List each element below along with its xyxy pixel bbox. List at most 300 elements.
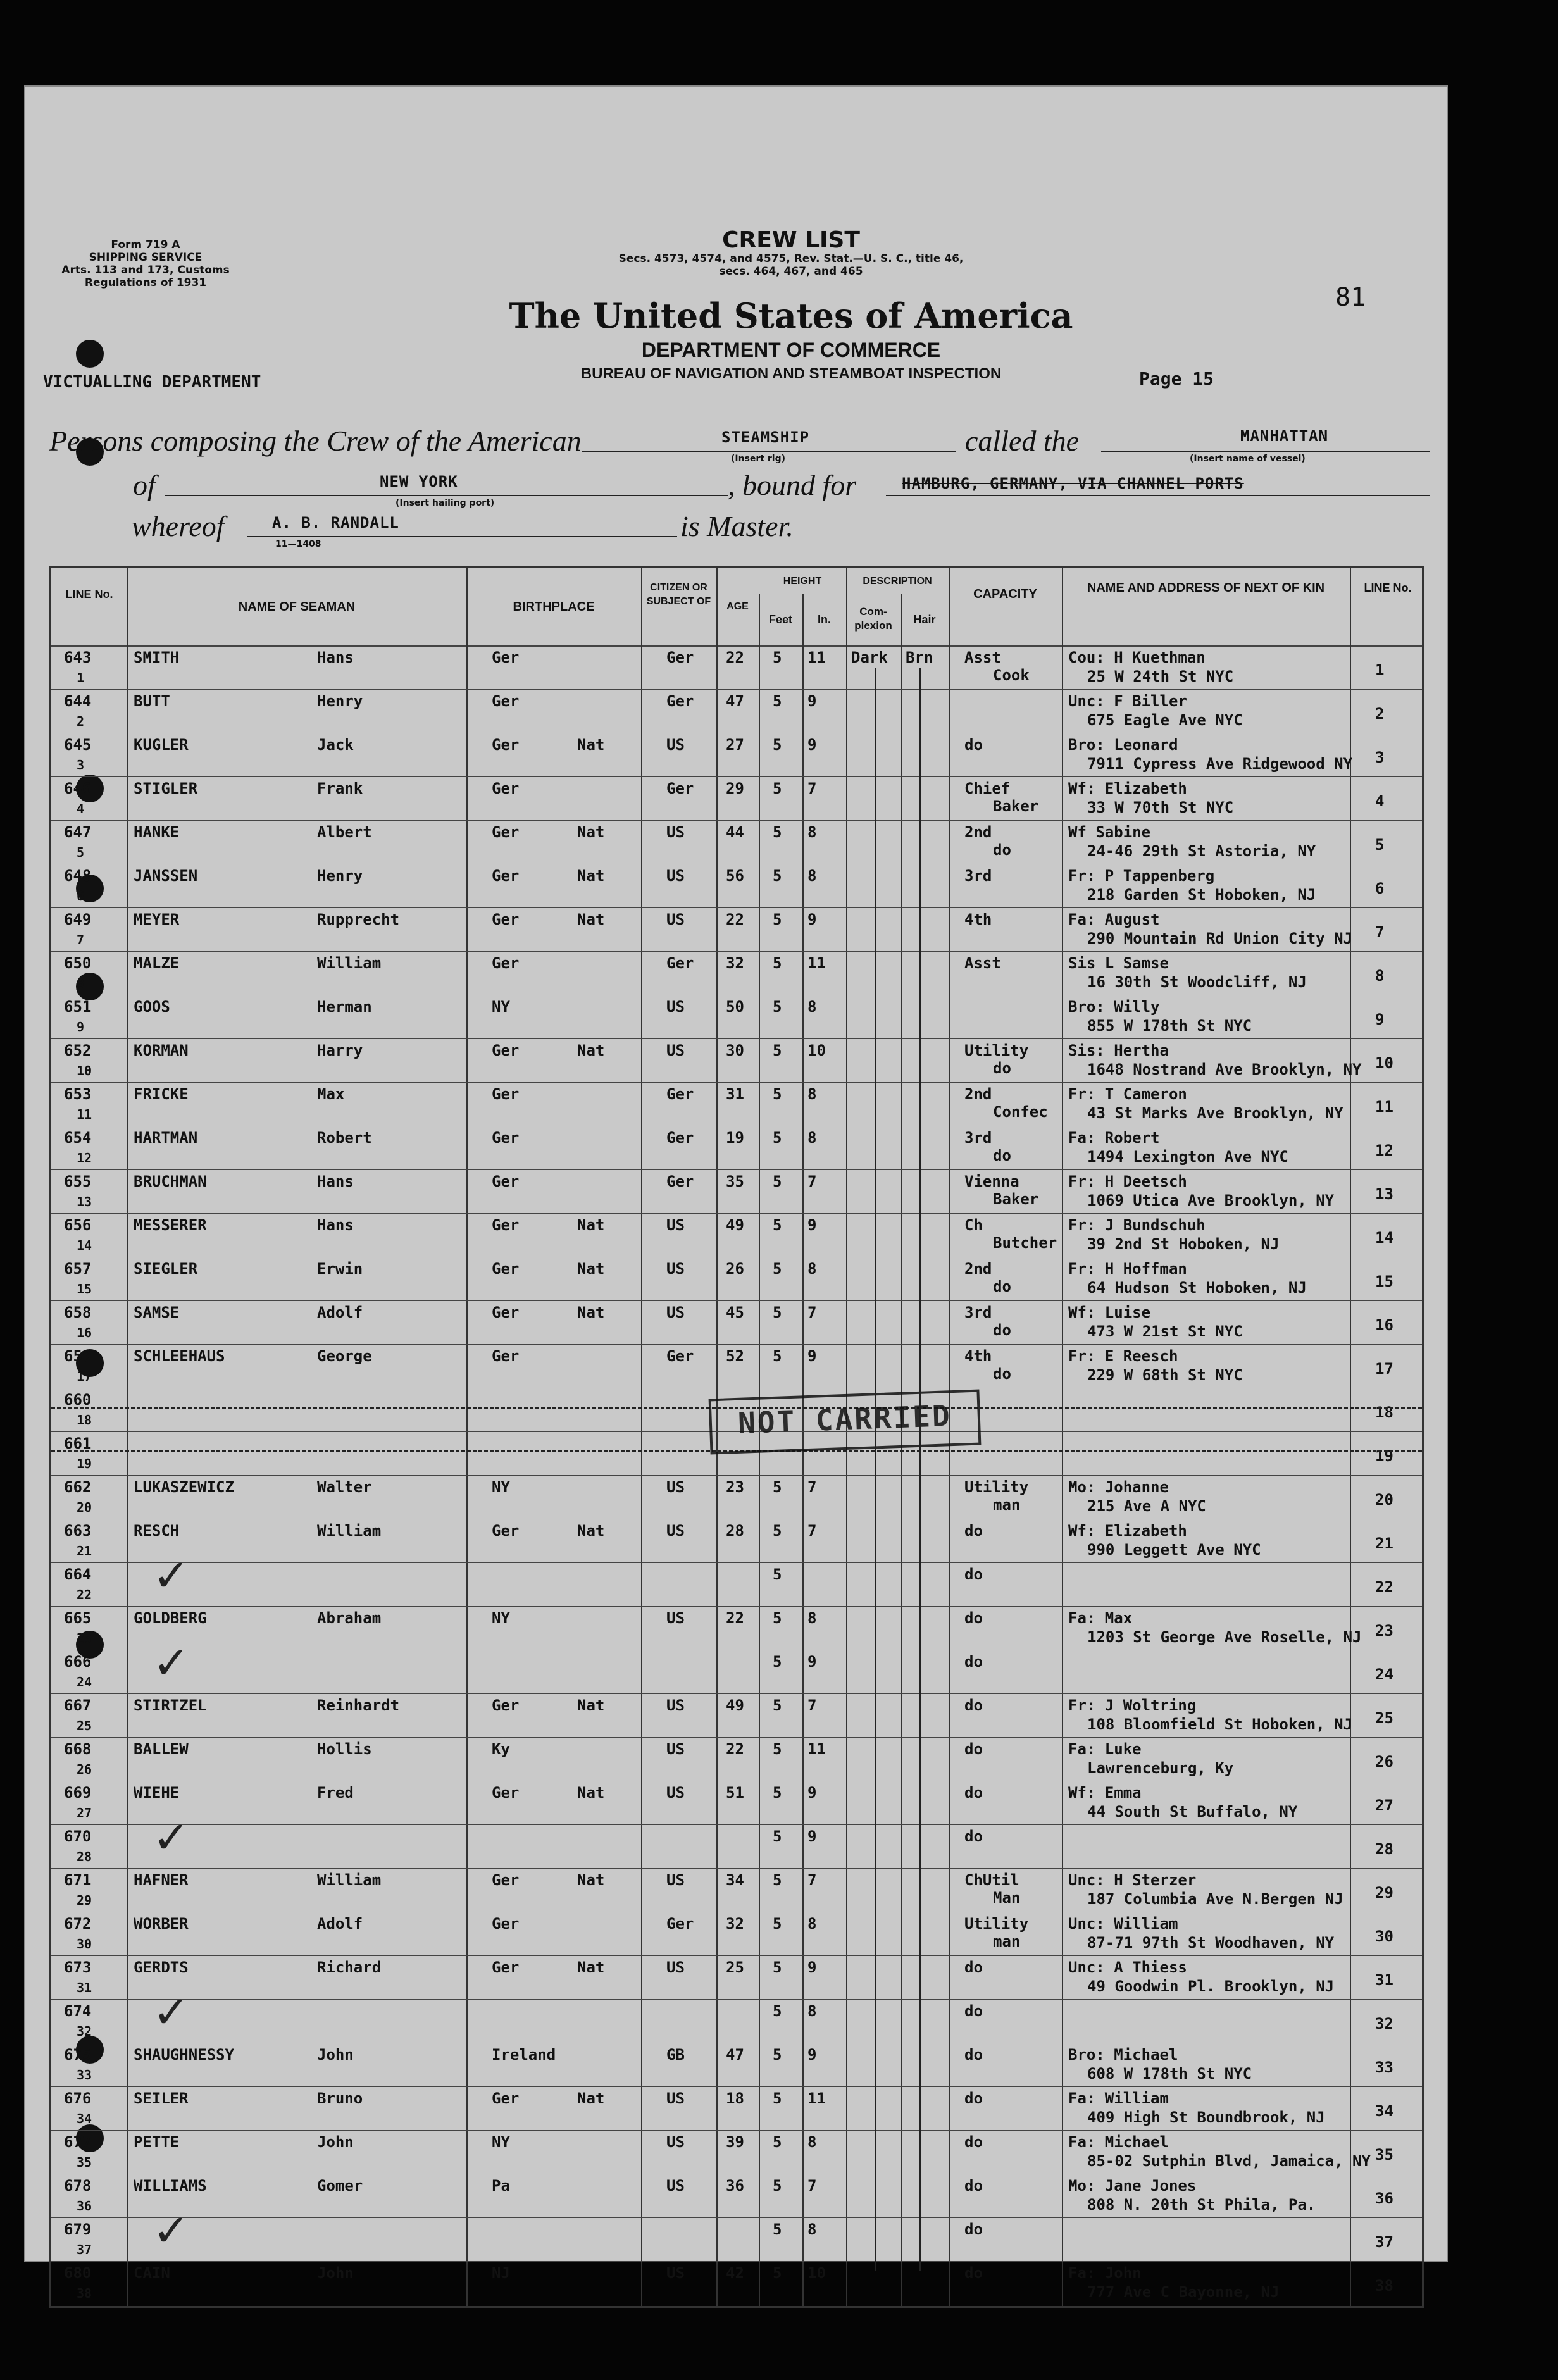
row-serial-number: 664	[64, 1566, 92, 1583]
citizenship: US	[666, 1478, 685, 1496]
row-line-number: 2	[77, 714, 85, 729]
height-feet: 5	[773, 1697, 782, 1714]
row-serial-number: 653	[64, 1085, 92, 1103]
citizenship: US	[666, 2090, 685, 2107]
header-complexion: Com-plexion	[854, 606, 892, 632]
birthplace: Ky	[492, 1740, 510, 1758]
capacity-continued: man	[993, 1496, 1021, 1514]
age: 47	[726, 2046, 744, 2064]
height-feet: 5	[773, 1566, 782, 1583]
seaman-given-name: William	[317, 1522, 382, 1540]
citizenship: US	[666, 1609, 685, 1627]
citizenship: US	[666, 1740, 685, 1758]
naturalized-mark: Nat	[577, 736, 605, 754]
seaman-given-name: Robert	[317, 1129, 372, 1147]
age: 29	[726, 780, 744, 797]
next-of-kin-address: 808 N. 20th St Phila, Pa.	[1087, 2196, 1316, 2214]
next-of-kin-address: 39 2nd St Hoboken, NJ	[1087, 1235, 1280, 1253]
next-of-kin-address: 108 Bloomfield St Hoboken, NJ	[1087, 1716, 1353, 1733]
citizenship: US	[666, 1871, 685, 1889]
row-line-number: 22	[77, 1587, 92, 1602]
birthplace: Ger	[492, 1304, 520, 1321]
height-feet: 5	[773, 2002, 782, 2020]
row-serial-number: 648	[64, 867, 92, 885]
next-of-kin-address: 16 30th St Woodcliff, NJ	[1087, 973, 1307, 991]
height-feet: 5	[773, 1828, 782, 1845]
birthplace: Ger	[492, 1871, 520, 1889]
naturalized-mark: Nat	[577, 1522, 605, 1540]
country-heading: The United States of America	[509, 296, 1073, 336]
seaman-surname: MEYER	[134, 911, 180, 928]
seaman-surname: WILLIAMS	[134, 2177, 207, 2195]
birthplace: NY	[492, 1609, 510, 1627]
height-inches: 7	[807, 1173, 817, 1190]
capacity: Utility	[964, 1478, 1029, 1496]
naturalized-mark: Nat	[577, 1784, 605, 1802]
next-of-kin-address: 855 W 178th St NYC	[1087, 1017, 1252, 1035]
seaman-surname: JANSSEN	[134, 867, 198, 885]
seaman-surname: WIEHE	[134, 1784, 180, 1802]
destination: HAMBURG, GERMANY, VIA CHANNEL PORTS	[902, 475, 1244, 492]
persons-text: Persons composing the Crew of the American	[49, 425, 582, 457]
citizenship: GB	[666, 2046, 685, 2064]
crew-list-sheet	[24, 85, 1448, 2301]
row-line-number-right: 29	[1375, 1884, 1393, 1902]
birthplace: Ger	[492, 2090, 520, 2107]
seaman-surname: SIEGLER	[134, 1260, 198, 1278]
row-line-number-right: 17	[1375, 1360, 1393, 1378]
age: 49	[726, 1697, 744, 1714]
citizenship: Ger	[666, 1915, 694, 1933]
row-line-number-right: 26	[1375, 1753, 1393, 1771]
age: 22	[726, 911, 744, 928]
height-inches: 8	[807, 998, 817, 1016]
row-line-number: 26	[77, 1762, 92, 1777]
age: 39	[726, 2133, 744, 2151]
citizenship: US	[666, 867, 685, 885]
height-feet: 5	[773, 1216, 782, 1234]
seaman-surname: KORMAN	[134, 1042, 189, 1059]
row-line-number: 28	[77, 1849, 92, 1864]
seaman-given-name: Reinhardt	[317, 1697, 400, 1714]
citizenship: Ger	[666, 780, 694, 797]
row-serial-number: 649	[64, 911, 92, 928]
check-mark-icon: ✓	[153, 1812, 190, 1864]
row-line-number-right: 35	[1375, 2146, 1393, 2164]
next-of-kin-name: Fa: William	[1068, 2090, 1169, 2107]
row-serial-number: 674	[64, 2002, 92, 2020]
height-inches: 7	[807, 780, 817, 797]
capacity-continued: do	[993, 841, 1011, 859]
row-line-number-right: 37	[1375, 2233, 1393, 2251]
next-of-kin-name: Wf: Elizabeth	[1068, 780, 1187, 797]
next-of-kin-name: Bro: Willy	[1068, 998, 1160, 1016]
height-inches: 11	[807, 2090, 826, 2107]
capacity-continued: do	[993, 1278, 1011, 1295]
master-suffix: is Master.	[680, 510, 794, 542]
row-serial-number: 680	[64, 2264, 92, 2282]
statute-reference	[563, 252, 1019, 278]
check-mark-icon: ✓	[153, 1550, 190, 1602]
capacity: Asst	[964, 954, 1001, 972]
check-mark-icon: ✓	[153, 2205, 190, 2257]
row-line-number-right: 6	[1375, 880, 1385, 897]
capacity: ChUtil	[964, 1871, 1019, 1889]
bureau-heading: BUREAU OF NAVIGATION AND STEAMBOAT INSPECTION	[580, 365, 1002, 382]
height-inches: 7	[807, 1697, 817, 1714]
capacity: do	[964, 1522, 983, 1540]
height-feet: 5	[773, 1173, 782, 1190]
citizenship: US	[666, 1522, 685, 1540]
seaman-surname: SMITH	[134, 649, 180, 666]
height-feet: 5	[773, 2221, 782, 2238]
naturalized-mark: Nat	[577, 1042, 605, 1059]
seaman-given-name: Richard	[317, 1959, 382, 1976]
row-serial-number: 666	[64, 1653, 92, 1671]
height-inches: 9	[807, 911, 817, 928]
row-serial-number: 670	[64, 1828, 92, 1845]
seaman-surname: PETTE	[134, 2133, 180, 2151]
seaman-given-name: Hollis	[317, 1740, 372, 1758]
height-feet: 5	[773, 2090, 782, 2107]
height-inches: 7	[807, 2177, 817, 2195]
age: 23	[726, 1478, 744, 1496]
citizenship: US	[666, 1697, 685, 1714]
birthplace: Ger	[492, 1784, 520, 1802]
age: 31	[726, 1085, 744, 1103]
ditto-line	[919, 668, 921, 2271]
age: 42	[726, 2264, 744, 2282]
row-serial-number: 668	[64, 1740, 92, 1758]
row-line-number: 7	[77, 932, 85, 947]
next-of-kin-name: Bro: Michael	[1068, 2046, 1178, 2064]
capacity: do	[964, 1828, 983, 1845]
row-line-number-right: 5	[1375, 836, 1385, 854]
next-of-kin-address: 44 South St Buffalo, NY	[1087, 1803, 1298, 1821]
capacity-continued: do	[993, 1321, 1011, 1339]
row-line-number-right: 14	[1375, 1229, 1393, 1247]
capacity: 3rd	[964, 1129, 992, 1147]
citizenship: US	[666, 1042, 685, 1059]
seaman-surname: STIRTZEL	[134, 1697, 207, 1714]
seaman-given-name: Frank	[317, 780, 363, 797]
seaman-surname: GOOS	[134, 998, 170, 1016]
birthplace: Ger	[492, 1522, 520, 1540]
row-line-number-right: 1	[1375, 661, 1385, 679]
seaman-given-name: Hans	[317, 1216, 354, 1234]
age: 26	[726, 1260, 744, 1278]
statute-line-1: Secs. 4573, 4574, and 4575, Rev. Stat.—U. S. C., title 46,	[618, 252, 964, 265]
capacity: 2nd	[964, 1085, 992, 1103]
capacity-continued: Man	[993, 1889, 1021, 1907]
seaman-surname: MALZE	[134, 954, 180, 972]
age: 32	[726, 1915, 744, 1933]
citizenship: US	[666, 736, 685, 754]
age: 45	[726, 1304, 744, 1321]
vessel-name: MANHATTAN	[1240, 427, 1329, 445]
row-serial-number: 672	[64, 1915, 92, 1933]
birthplace: NY	[492, 998, 510, 1016]
next-of-kin-address: 675 Eagle Ave NYC	[1087, 711, 1243, 729]
height-inches: 8	[807, 1609, 817, 1627]
row-serial-number: 646	[64, 780, 92, 797]
row-line-number: 25	[77, 1718, 92, 1733]
height-feet: 5	[773, 2133, 782, 2151]
next-of-kin-name: Unc: H Sterzer	[1068, 1871, 1197, 1889]
age: 22	[726, 1740, 744, 1758]
form-number: Form 719 A	[111, 239, 180, 251]
birthplace: Ger	[492, 1042, 520, 1059]
height-inches: 9	[807, 1347, 817, 1365]
row-serial-number: 665	[64, 1609, 92, 1627]
capacity: do	[964, 1740, 983, 1758]
age: 56	[726, 867, 744, 885]
header-name: NAME OF SEAMAN	[238, 600, 356, 614]
height-feet: 5	[773, 736, 782, 754]
row-line-number: 13	[77, 1194, 92, 1209]
height-inches: 8	[807, 2002, 817, 2020]
crew-table	[49, 566, 1424, 2308]
height-inches: 9	[807, 1653, 817, 1671]
complexion: Dark	[851, 649, 888, 666]
row-line-number: 12	[77, 1150, 92, 1166]
row-line-number: 20	[77, 1500, 92, 1515]
row-serial-number: 671	[64, 1871, 92, 1889]
age: 28	[726, 1522, 744, 1540]
height-feet: 5	[773, 1959, 782, 1976]
header-line-no-right: LINE No.	[1364, 582, 1412, 594]
age: 18	[726, 2090, 744, 2107]
capacity: do	[964, 1566, 983, 1583]
citizenship: US	[666, 1784, 685, 1802]
row-serial-number: 645	[64, 736, 92, 754]
capacity: 3rd	[964, 867, 992, 885]
next-of-kin-name: Wf: Elizabeth	[1068, 1522, 1187, 1540]
naturalized-mark: Nat	[577, 1260, 605, 1278]
height-inches: 9	[807, 692, 817, 710]
birthplace: Ger	[492, 1959, 520, 1976]
capacity-continued: do	[993, 1365, 1011, 1383]
height-feet: 5	[773, 1129, 782, 1147]
capacity: do	[964, 2002, 983, 2020]
next-of-kin-name: Fr: E Reesch	[1068, 1347, 1178, 1365]
seaman-given-name: John	[317, 2133, 354, 2151]
next-of-kin-address: 777 Ave C Bayonne, NJ	[1087, 2283, 1280, 2301]
rig-hint: (Insert rig)	[731, 454, 785, 464]
seaman-given-name: Henry	[317, 867, 363, 885]
birthplace: Ger	[492, 1085, 520, 1103]
height-inches: 11	[807, 954, 826, 972]
row-line-number: 14	[77, 1238, 92, 1253]
height-feet: 5	[773, 1915, 782, 1933]
row-serial-number: 673	[64, 1959, 92, 1976]
height-feet: 5	[773, 867, 782, 885]
height-feet: 5	[773, 780, 782, 797]
next-of-kin-name: Cou: H Kuethman	[1068, 649, 1206, 666]
header-inches: In.	[818, 613, 831, 626]
height-feet: 5	[773, 649, 782, 666]
seaman-surname: LUKASZEWICZ	[134, 1478, 234, 1496]
row-line-number-right: 27	[1375, 1797, 1393, 1814]
next-of-kin-name: Fr: H Hoffman	[1068, 1260, 1187, 1278]
height-feet: 5	[773, 954, 782, 972]
height-inches: 8	[807, 2133, 817, 2151]
row-serial-number: 656	[64, 1216, 92, 1234]
capacity: 4th	[964, 911, 992, 928]
row-serial-number: 644	[64, 692, 92, 710]
next-of-kin-name: Fa: Michael	[1068, 2133, 1169, 2151]
height-feet: 5	[773, 692, 782, 710]
next-of-kin-address: 215 Ave A NYC	[1087, 1497, 1206, 1515]
row-line-number: 17	[77, 1369, 92, 1384]
row-line-number: 11	[77, 1107, 92, 1122]
sheet-number: 81	[1335, 283, 1366, 312]
height-inches: 9	[807, 1959, 817, 1976]
height-inches: 8	[807, 1129, 817, 1147]
birthplace: Ger	[492, 649, 520, 666]
seaman-surname: RESCH	[134, 1522, 180, 1540]
row-line-number-right: 8	[1375, 967, 1385, 985]
seaman-surname: KUGLER	[134, 736, 189, 754]
capacity: 2nd	[964, 823, 992, 841]
row-line-number-right: 31	[1375, 1971, 1393, 1989]
birthplace: Ger	[492, 954, 520, 972]
citizenship: Ger	[666, 954, 694, 972]
citizenship: Ger	[666, 1085, 694, 1103]
row-serial-number: 651	[64, 998, 92, 1016]
next-of-kin-name: Fa: Max	[1068, 1609, 1133, 1627]
capacity-continued: do	[993, 1059, 1011, 1077]
birthplace: NY	[492, 1478, 510, 1496]
row-line-number-right: 11	[1375, 1098, 1393, 1116]
next-of-kin-name: Fa: Luke	[1068, 1740, 1142, 1758]
height-inches: 9	[807, 736, 817, 754]
seaman-given-name: Hans	[317, 1173, 354, 1190]
height-feet: 5	[773, 911, 782, 928]
row-serial-number: 643	[64, 649, 92, 666]
capacity: Utility	[964, 1042, 1029, 1059]
seaman-surname: SAMSE	[134, 1304, 180, 1321]
row-line-number-right: 24	[1375, 1666, 1393, 1683]
check-mark-icon: ✓	[153, 1637, 190, 1689]
row-serial-number: 652	[64, 1042, 92, 1059]
citizenship: US	[666, 998, 685, 1016]
seaman-surname: GERDTS	[134, 1959, 189, 1976]
capacity-continued: Butcher	[993, 1234, 1057, 1252]
header-citizen: CITIZEN OR SUBJECT OF	[646, 582, 711, 607]
row-serial-number: 676	[64, 2090, 92, 2107]
height-feet: 5	[773, 1304, 782, 1321]
next-of-kin-address: 229 W 68th St NYC	[1087, 1366, 1243, 1384]
row-line-number: 34	[77, 2111, 92, 2126]
height-feet: 5	[773, 1522, 782, 1540]
height-inches: 8	[807, 867, 817, 885]
naturalized-mark: Nat	[577, 1959, 605, 1976]
capacity: 2nd	[964, 1260, 992, 1278]
height-feet: 5	[773, 1085, 782, 1103]
height-feet: 5	[773, 1784, 782, 1802]
seaman-given-name: Hans	[317, 649, 354, 666]
printer-code: 11—1408	[275, 539, 321, 549]
next-of-kin-name: Fr: P Tappenberg	[1068, 867, 1215, 885]
row-line-number: 6	[77, 888, 85, 904]
citizenship: Ger	[666, 1129, 694, 1147]
row-line-number-right: 13	[1375, 1185, 1393, 1203]
birthplace: Ger	[492, 1173, 520, 1190]
seaman-given-name: Walter	[317, 1478, 372, 1496]
header-description: DESCRIPTION	[863, 576, 932, 587]
header-age: AGE	[726, 601, 749, 612]
header-capacity: CAPACITY	[973, 587, 1037, 601]
row-line-number: 36	[77, 2198, 92, 2214]
citizenship: US	[666, 1216, 685, 1234]
capacity: Asst	[964, 649, 1001, 666]
seaman-given-name: John	[317, 2264, 354, 2282]
seaman-surname: WORBER	[134, 1915, 189, 1933]
height-feet: 5	[773, 1478, 782, 1496]
naturalized-mark: Nat	[577, 1304, 605, 1321]
row-line-number: 4	[77, 801, 85, 816]
next-of-kin-address: 1494 Lexington Ave NYC	[1087, 1148, 1288, 1166]
naturalized-mark: Nat	[577, 823, 605, 841]
height-inches: 9	[807, 2046, 817, 2064]
seaman-surname: MESSERER	[134, 1216, 207, 1234]
row-line-number-right: 12	[1375, 1142, 1393, 1159]
next-of-kin-address: 85-02 Sutphin Blvd, Jamaica, NY	[1087, 2152, 1371, 2170]
height-inches: 11	[807, 1740, 826, 1758]
row-line-number: 16	[77, 1325, 92, 1340]
row-serial-number: 662	[64, 1478, 92, 1496]
seaman-given-name: Rupprecht	[317, 911, 400, 928]
capacity: do	[964, 2264, 983, 2282]
next-of-kin-address: Lawrenceburg, Ky	[1087, 1759, 1234, 1777]
row-line-number-right: 2	[1375, 705, 1385, 723]
age: 30	[726, 1042, 744, 1059]
citizenship: US	[666, 2133, 685, 2151]
punch-hole	[76, 340, 104, 368]
row-line-number-right: 38	[1375, 2277, 1393, 2295]
next-of-kin-address: 473 W 21st St NYC	[1087, 1323, 1243, 1340]
age: 34	[726, 1871, 744, 1889]
vessel-hint: (Insert name of vessel)	[1190, 454, 1306, 464]
age: 44	[726, 823, 744, 841]
statute-line-2: secs. 464, 467, and 465	[719, 265, 863, 278]
row-line-number: 29	[77, 1893, 92, 1908]
next-of-kin-address: 1648 Nostrand Ave Brooklyn, NY	[1087, 1061, 1362, 1078]
next-of-kin-address: 24-46 29th St Astoria, NY	[1087, 842, 1316, 860]
hailing-port: NEW YORK	[380, 473, 458, 490]
birthplace: Ger	[492, 823, 520, 841]
height-feet: 5	[773, 1653, 782, 1671]
height-feet: 5	[773, 998, 782, 1016]
capacity: do	[964, 1784, 983, 1802]
age: 32	[726, 954, 744, 972]
citizenship: Ger	[666, 1347, 694, 1365]
row-line-number-right: 25	[1375, 1709, 1393, 1727]
seaman-surname: SCHLEEHAUS	[134, 1347, 225, 1365]
height-feet: 5	[773, 1042, 782, 1059]
age: 25	[726, 1959, 744, 1976]
birthplace: Ger	[492, 867, 520, 885]
birthplace: Ger	[492, 911, 520, 928]
seaman-surname: BRUCHMAN	[134, 1173, 207, 1190]
next-of-kin-address: 1203 St George Ave Roselle, NJ	[1087, 1628, 1362, 1646]
not-carried-stamp: NOT CARRIED	[709, 1390, 982, 1455]
height-inches: 8	[807, 1915, 817, 1933]
row-line-number: 31	[77, 1980, 92, 1995]
row-line-number-right: 16	[1375, 1316, 1393, 1334]
seaman-surname: HAFNER	[134, 1871, 189, 1889]
